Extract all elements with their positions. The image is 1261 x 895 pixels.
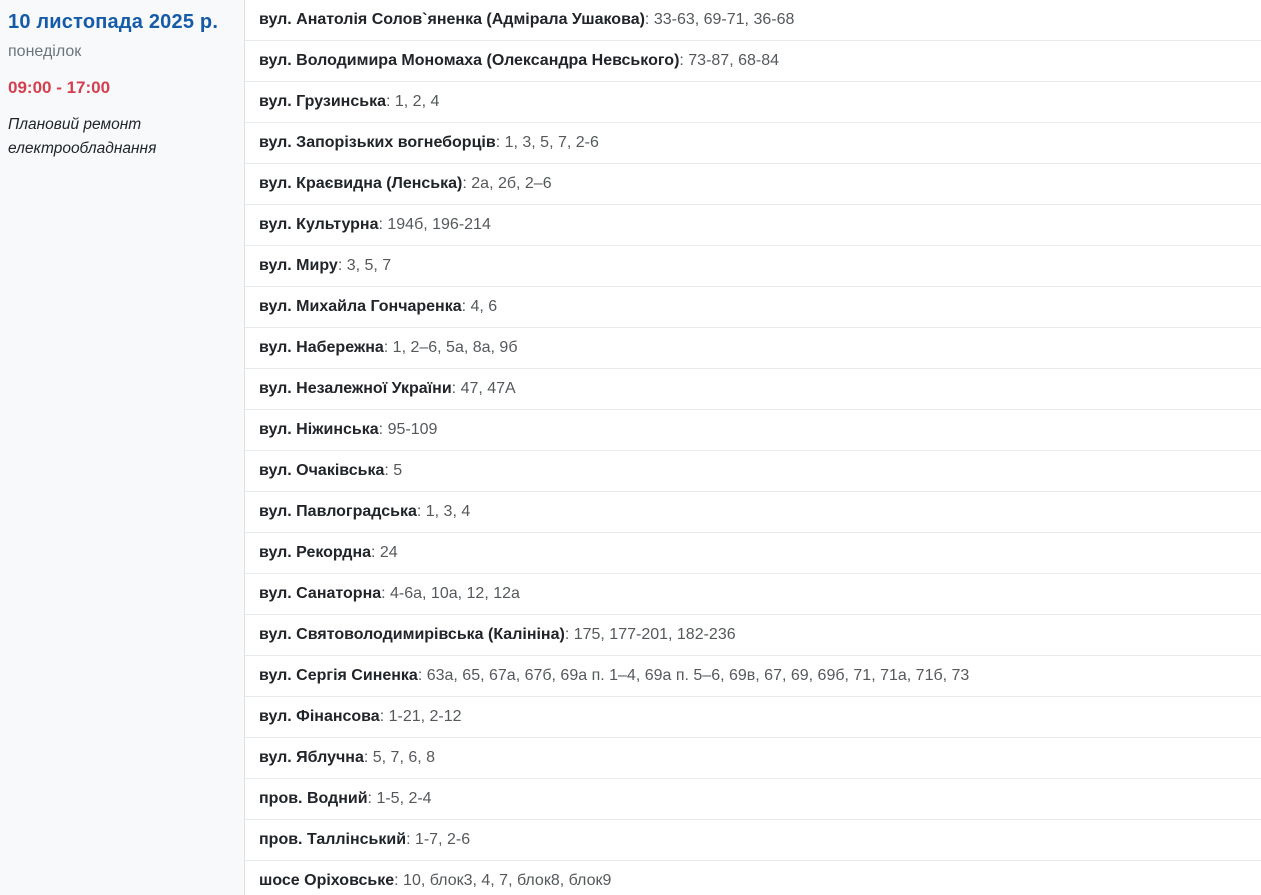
street-name: вул. Грузинська bbox=[259, 93, 386, 110]
street-name: вул. Ніжинська bbox=[259, 421, 379, 438]
street-numbers: : 1-7, 2-6 bbox=[406, 831, 471, 848]
street-row bbox=[245, 656, 1261, 697]
street-row bbox=[245, 738, 1261, 779]
street-name: вул. Володимира Мономаха (Олександра Невського) bbox=[259, 52, 680, 69]
street-numbers: : 1, 2, 4 bbox=[385, 93, 440, 110]
street-numbers: : 1-5, 2-4 bbox=[367, 790, 432, 807]
street-row bbox=[245, 369, 1261, 410]
street-numbers: : 33-63, 69-71, 36-68 bbox=[644, 11, 795, 28]
street-numbers: : 10, блок3, 4, 7, блок8, блок9 bbox=[394, 872, 612, 889]
street-numbers: : 4-6а, 10а, 12, 12а bbox=[381, 585, 520, 602]
street-row bbox=[245, 205, 1261, 246]
street-row bbox=[245, 697, 1261, 738]
street-name: вул. Фінансова bbox=[259, 708, 380, 725]
street-name: вул. Анатолія Солов`яненка (Адмірала Ушакова) bbox=[259, 11, 645, 28]
street-numbers: : 1, 3, 5, 7, 2-6 bbox=[495, 134, 599, 151]
street-name: вул. Миру bbox=[259, 257, 338, 274]
street-numbers: : 63а, 65, 67а, 67б, 69а п. 1–4, 69а п. 5–6, 69в, 67, 69, 69б, 71, 71а, 71б, 73 bbox=[417, 667, 970, 684]
street-numbers: : 47, 47А bbox=[451, 380, 516, 397]
street-name: пров. Таллінський bbox=[259, 831, 407, 848]
street-numbers: : 73-87, 68-84 bbox=[679, 52, 780, 69]
street-numbers: : 95-109 bbox=[378, 421, 438, 438]
street-row bbox=[245, 820, 1261, 861]
street-numbers: : 3, 5, 7 bbox=[337, 257, 392, 274]
street-name: вул. Сергія Синенка bbox=[259, 667, 418, 684]
street-name: вул. Санаторна bbox=[259, 585, 382, 602]
outage-reason: Плановий ремонт електрообладнання bbox=[8, 116, 157, 157]
street-name: шосе Оріховське bbox=[259, 872, 395, 889]
street-row bbox=[245, 0, 1261, 41]
street-name: вул. Павлоградська bbox=[259, 503, 417, 520]
streets-list bbox=[245, 0, 1261, 895]
street-row bbox=[245, 287, 1261, 328]
outage-date: 10 листопада 2025 р. bbox=[8, 11, 219, 33]
outage-weekday: понеділок bbox=[8, 43, 82, 60]
street-numbers: : 2а, 2б, 2–6 bbox=[462, 175, 552, 192]
street-name: вул. Михайла Гончаренка bbox=[259, 298, 462, 315]
street-name: вул. Очаківська bbox=[259, 462, 385, 479]
outage-info-sidebar bbox=[0, 0, 245, 895]
street-numbers: : 1-21, 2-12 bbox=[379, 708, 462, 725]
street-row bbox=[245, 451, 1261, 492]
street-row bbox=[245, 82, 1261, 123]
outage-time-range: 09:00 - 17:00 bbox=[8, 78, 111, 97]
street-row bbox=[245, 861, 1261, 895]
street-row bbox=[245, 533, 1261, 574]
street-numbers: : 1, 3, 4 bbox=[416, 503, 471, 520]
street-name: вул. Культурна bbox=[259, 216, 379, 233]
street-name: вул. Рекордна bbox=[259, 544, 372, 561]
street-name: вул. Святоволодимирівська (Калініна) bbox=[259, 626, 565, 643]
street-name: вул. Запорізьких вогнеборців bbox=[259, 134, 496, 151]
street-row bbox=[245, 164, 1261, 205]
street-row bbox=[245, 123, 1261, 164]
street-name: вул. Краєвидна (Ленська) bbox=[259, 175, 463, 192]
street-numbers: : 24 bbox=[371, 544, 398, 561]
street-numbers: : 194б, 196-214 bbox=[378, 216, 491, 233]
street-name: пров. Водний bbox=[259, 790, 368, 807]
street-row bbox=[245, 492, 1261, 533]
street-name: вул. Яблучна bbox=[259, 749, 364, 766]
street-name: вул. Набережна bbox=[259, 339, 384, 356]
street-row bbox=[245, 328, 1261, 369]
street-name: вул. Незалежної України bbox=[259, 380, 452, 397]
street-row bbox=[245, 574, 1261, 615]
street-numbers: : 4, 6 bbox=[461, 298, 498, 315]
street-numbers: : 175, 177-201, 182-236 bbox=[564, 626, 736, 643]
street-row bbox=[245, 41, 1261, 82]
street-numbers: : 5, 7, 6, 8 bbox=[363, 749, 436, 766]
street-row bbox=[245, 779, 1261, 820]
street-numbers: : 1, 2–6, 5а, 8а, 9б bbox=[383, 339, 518, 356]
street-row bbox=[245, 615, 1261, 656]
street-row bbox=[245, 246, 1261, 287]
street-row bbox=[245, 410, 1261, 451]
street-numbers: : 5 bbox=[384, 462, 403, 479]
